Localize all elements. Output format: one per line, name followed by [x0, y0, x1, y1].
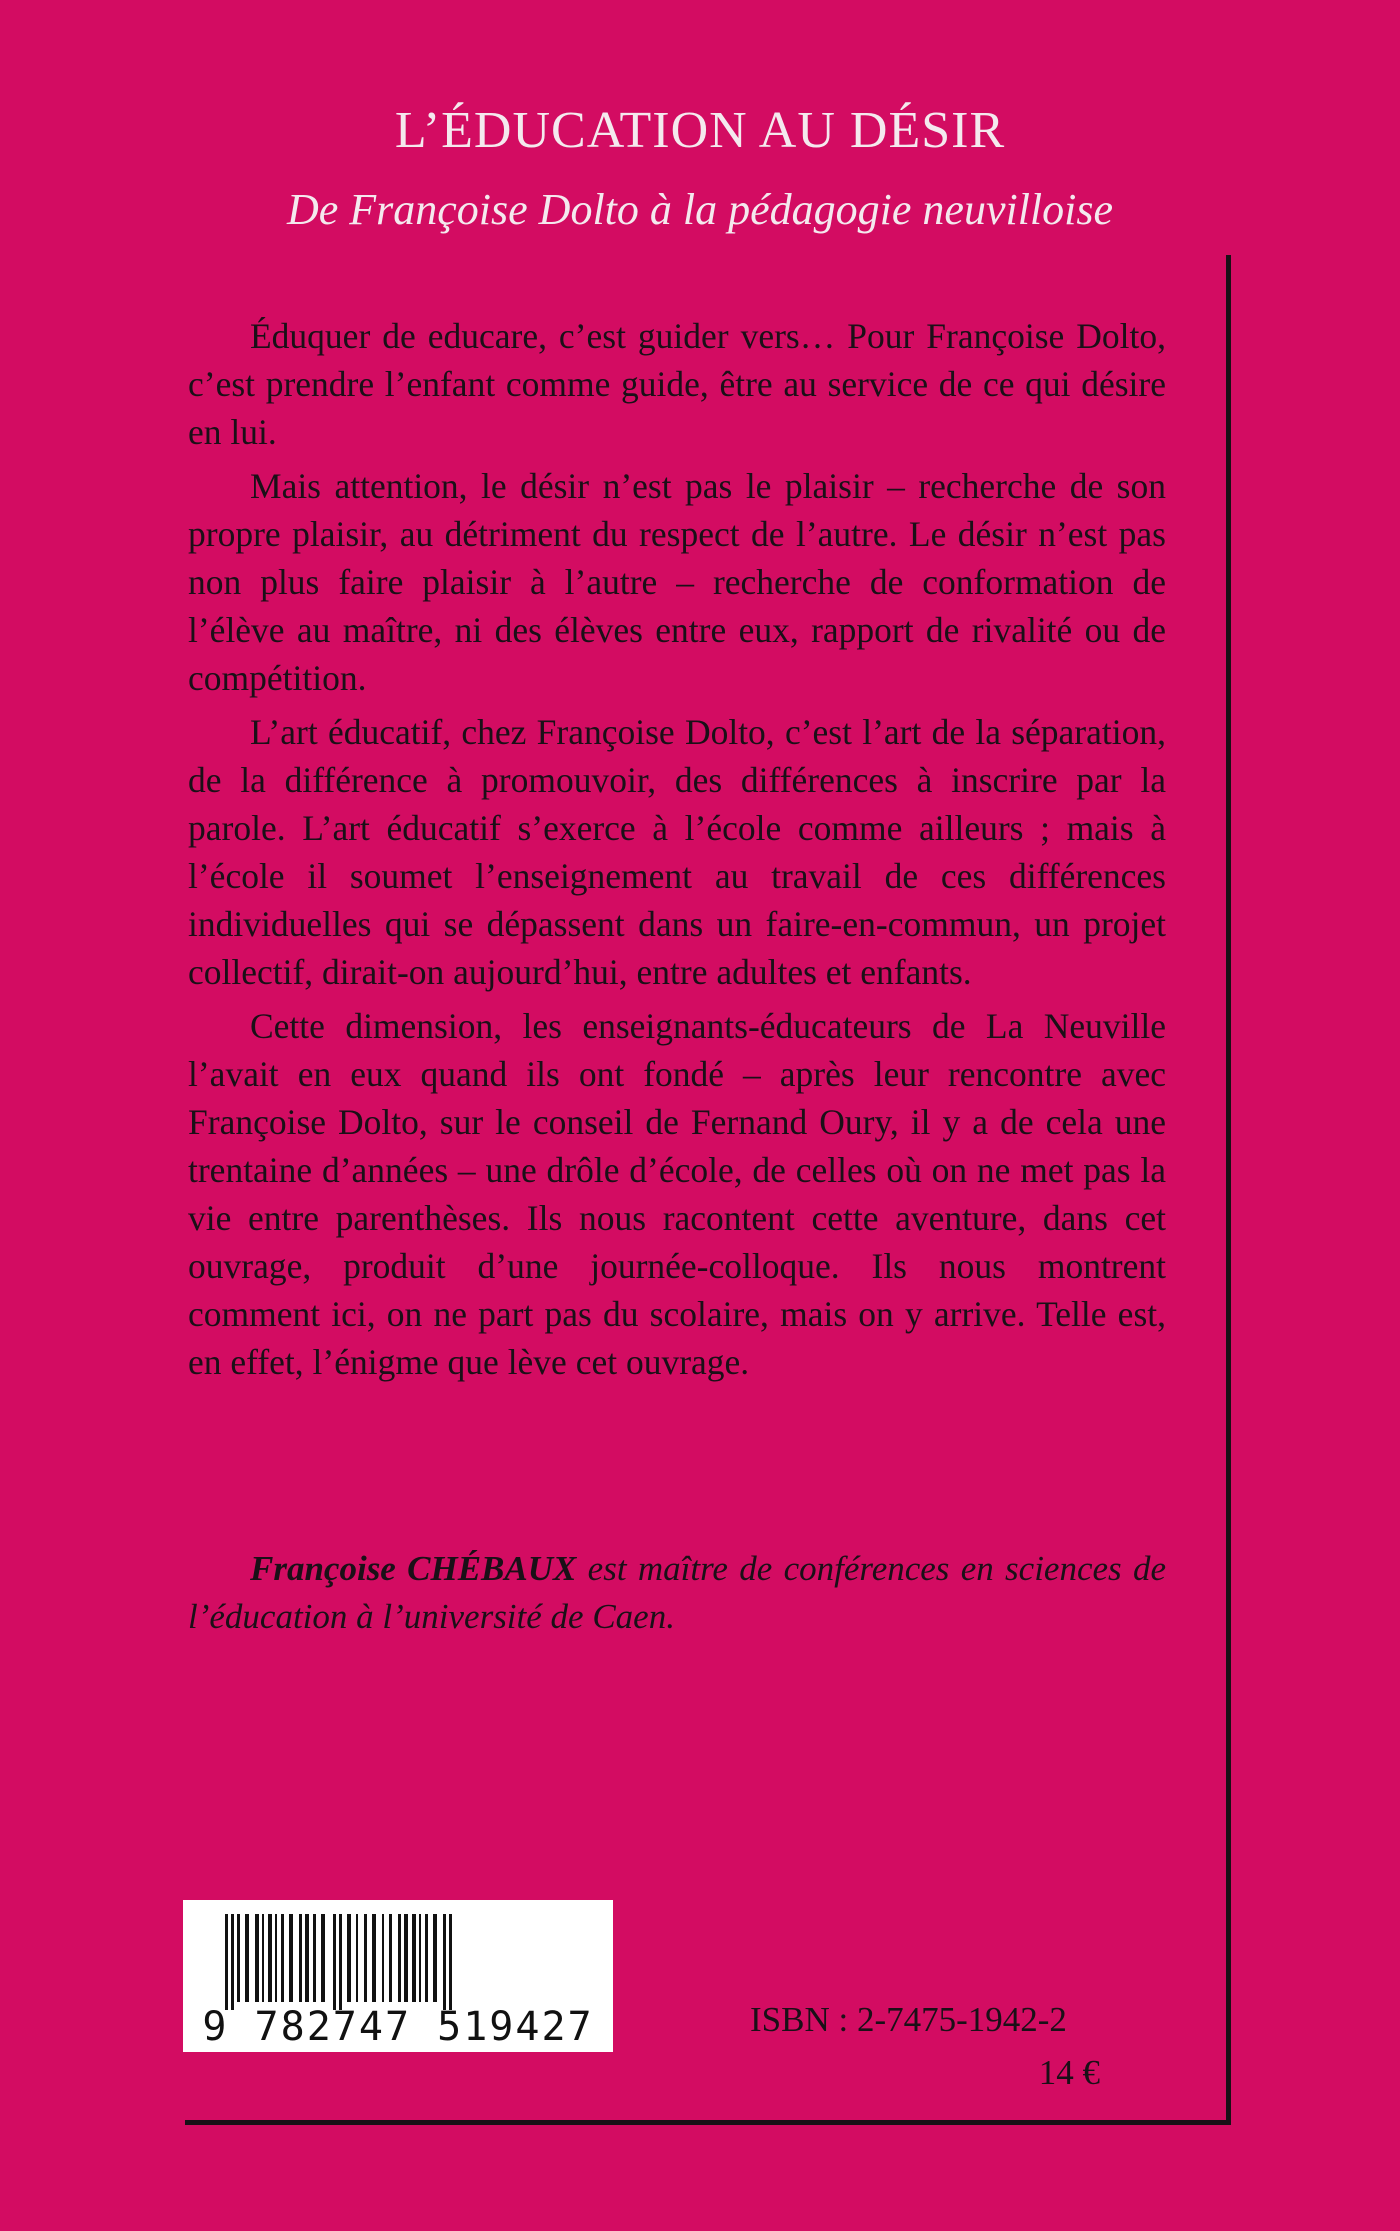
vertical-rule	[1226, 255, 1231, 2125]
barcode-bar	[299, 1914, 302, 2002]
barcode-bar	[372, 1914, 376, 2002]
blurb-text	[188, 312, 1166, 1392]
price: 14 €	[1038, 2053, 1100, 2092]
barcode-bar	[237, 1914, 240, 2002]
isbn: ISBN : 2-7475-1942-2	[750, 2000, 1067, 2039]
barcode-bar	[305, 1914, 309, 2002]
author-name: Françoise CHÉBAUX	[250, 1549, 577, 1588]
blurb-paragraph: Mais attention, le désir n’est pas le plaisir – recherche de son propre plaisir, au détriment du respect de l’autre. Le désir n’est pas non plus faire plaisir à l’autre – recherche de conformation de l’élève au maître, ni des élèves entre eux, rapport de rivalité ou de compétition.	[188, 466, 1166, 698]
barcode-bar	[339, 1914, 342, 2010]
barcode-bar	[412, 1914, 416, 2002]
barcode-bar	[404, 1914, 408, 2002]
book-subtitle: De Françoise Dolto à la pédagogie neuvilloise	[286, 185, 1114, 234]
barcode-bar	[289, 1914, 293, 2002]
barcode-bar	[425, 1914, 428, 2002]
barcode-bar	[449, 1914, 452, 2010]
barcode-bar	[255, 1914, 259, 2002]
barcode-bar	[398, 1914, 401, 2002]
barcode-bar	[313, 1914, 316, 2002]
barcode-bar	[225, 1914, 228, 2010]
barcode-bar	[281, 1914, 284, 2002]
horizontal-rule	[185, 2120, 1231, 2125]
barcode-bar	[364, 1914, 367, 2002]
barcode-bar	[389, 1914, 392, 2002]
barcode-bars	[183, 1900, 613, 2010]
barcode	[183, 1900, 613, 2052]
barcode-bar	[356, 1914, 358, 2002]
barcode-bar	[245, 1914, 249, 2002]
barcode-bar	[268, 1914, 272, 2002]
barcode-bar	[333, 1914, 336, 2010]
barcode-bar	[262, 1914, 264, 2002]
barcode-bar	[321, 1914, 325, 2002]
author-bio	[188, 1545, 1166, 1641]
barcode-bar	[231, 1914, 234, 2010]
barcode-digits: 9 782747 519427	[202, 2004, 594, 2050]
barcode-bar	[433, 1914, 437, 2002]
barcode-bar	[275, 1914, 277, 2002]
blurb-paragraph: Cette dimension, les enseignants-éducateurs de La Neuville l’avait en eux quand ils ont fondé – après leur rencontre avec Françoise Dolto, sur le conseil de Fernand Oury, il y a de cela une trentaine d’années – une drôle d’école, de celles où on ne met pas la vie entre parenthèses. Ils nous racontent cette aventure, dans cet ouvrage, produit d’une journée-colloque. Ils nous montrent comment ici, on ne part pas du scolaire, mais on y arrive. Telle est, en effet, l’énigme que lève cet ouvrage.	[188, 1006, 1166, 1382]
barcode-bar	[443, 1914, 446, 2010]
barcode-bar	[419, 1914, 421, 2002]
author-bio-text: est maître de conférences en sciences de l’éducation à l’université de Caen.	[188, 1549, 1166, 1636]
book-title: L’ÉDUCATION AU DÉSIR	[394, 102, 1006, 159]
barcode-bar	[382, 1914, 384, 2002]
barcode-bar	[347, 1914, 351, 2002]
blurb-paragraph: L’art éducatif, chez Françoise Dolto, c’est l’art de la séparation, de la différence à promouvoir, des différences à inscrire par la parole. L’art éducatif s’exerce à l’école comme ailleurs ; mais à l’école il soumet l’enseignement au travail de ces différences individuelles qui se dépassent dans un faire-en-commun, un projet collectif, dirait-on aujourd’hui, entre adultes et enfants.	[188, 712, 1166, 992]
blurb-paragraph: Éduquer de educare, c’est guider vers… Pour Françoise Dolto, c’est prendre l’enfant comme guide, être au service de ce qui désire en lui.	[188, 316, 1166, 452]
